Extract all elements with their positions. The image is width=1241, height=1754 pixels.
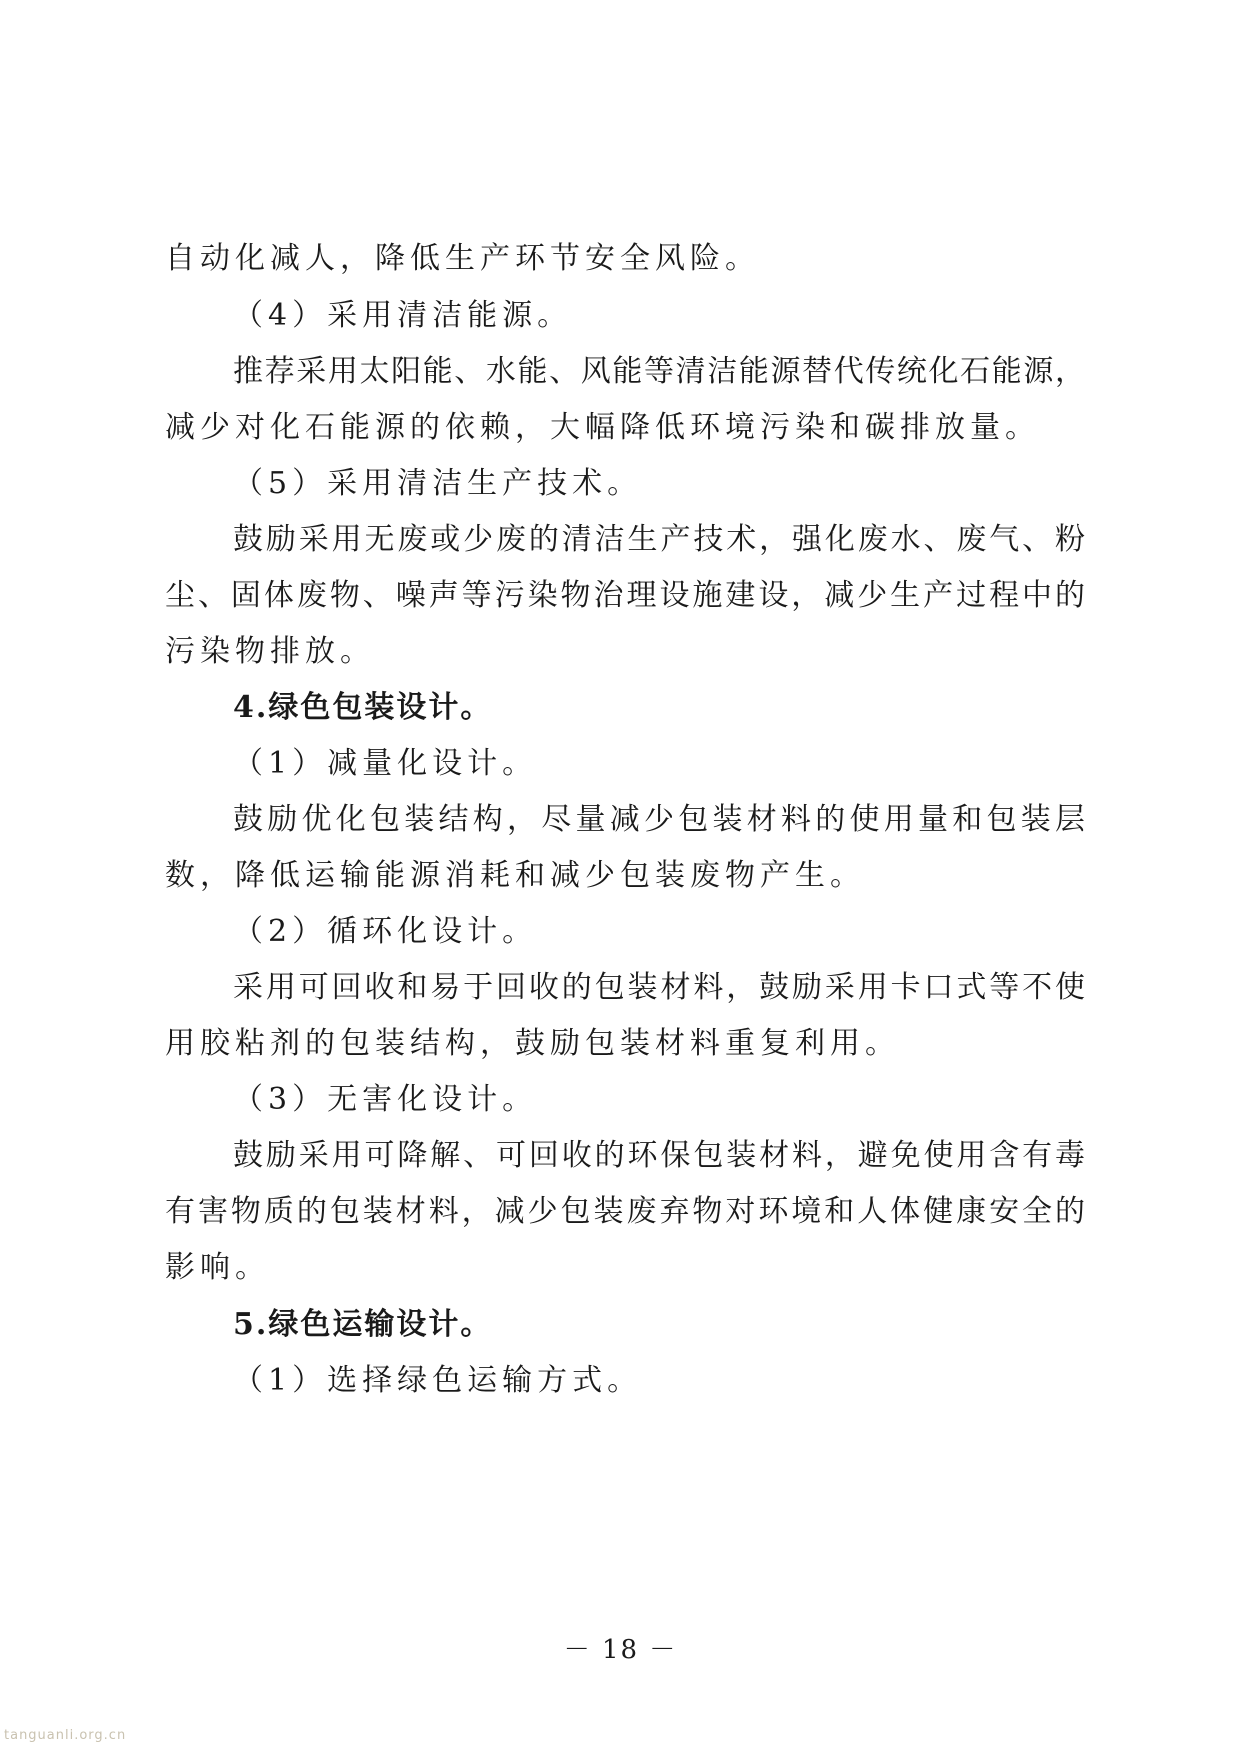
paragraph-first-line: 鼓励优化包装结构，尽量减少包装材料的使用量和包装层 <box>233 802 1085 837</box>
paragraph-first-line: 鼓励采用无废或少废的清洁生产技术，强化废水、废气、粉 <box>233 522 1085 557</box>
body-text-line: 污染物排放。 <box>165 634 375 669</box>
paragraph-first-line: 推荐采用太阳能、水能、风能等清洁能源替代传统化石能源， <box>233 354 1085 389</box>
body-text-line: 自动化减人，降低生产环节安全风险。 <box>165 241 760 276</box>
section-heading: 5.绿色运输设计。 <box>233 1307 493 1342</box>
body-text-line: 用胶粘剂的包装结构，鼓励包装材料重复利用。 <box>165 1026 900 1061</box>
subsection-heading: （1）选择绿色运输方式。 <box>233 1363 643 1398</box>
subsection-heading: （4）采用清洁能源。 <box>233 298 573 333</box>
body-text-line: 影响。 <box>165 1250 270 1285</box>
body-text-line: 数，降低运输能源消耗和减少包装废物产生。 <box>165 858 865 893</box>
body-text-line: 有害物质的包装材料，减少包装废弃物对环境和人体健康安全的 <box>165 1194 1085 1229</box>
section-heading: 4.绿色包装设计。 <box>233 690 493 725</box>
subsection-heading: （5）采用清洁生产技术。 <box>233 466 643 501</box>
paragraph-first-line: 鼓励采用可降解、可回收的环保包装材料，避免使用含有毒 <box>233 1138 1085 1173</box>
watermark-text: tanguanli.org.cn <box>4 1728 127 1743</box>
page-number: － 18 － <box>563 1635 678 1665</box>
body-text-line: 尘、固体废物、噪声等污染物治理设施建设，减少生产过程中的 <box>165 578 1085 613</box>
subsection-heading: （1）减量化设计。 <box>233 746 538 781</box>
body-text-line: 减少对化石能源的依赖，大幅降低环境污染和碳排放量。 <box>165 410 1040 445</box>
subsection-heading: （3）无害化设计。 <box>233 1082 538 1117</box>
paragraph-first-line: 采用可回收和易于回收的包装材料，鼓励采用卡口式等不使 <box>233 970 1085 1005</box>
subsection-heading: （2）循环化设计。 <box>233 914 538 949</box>
